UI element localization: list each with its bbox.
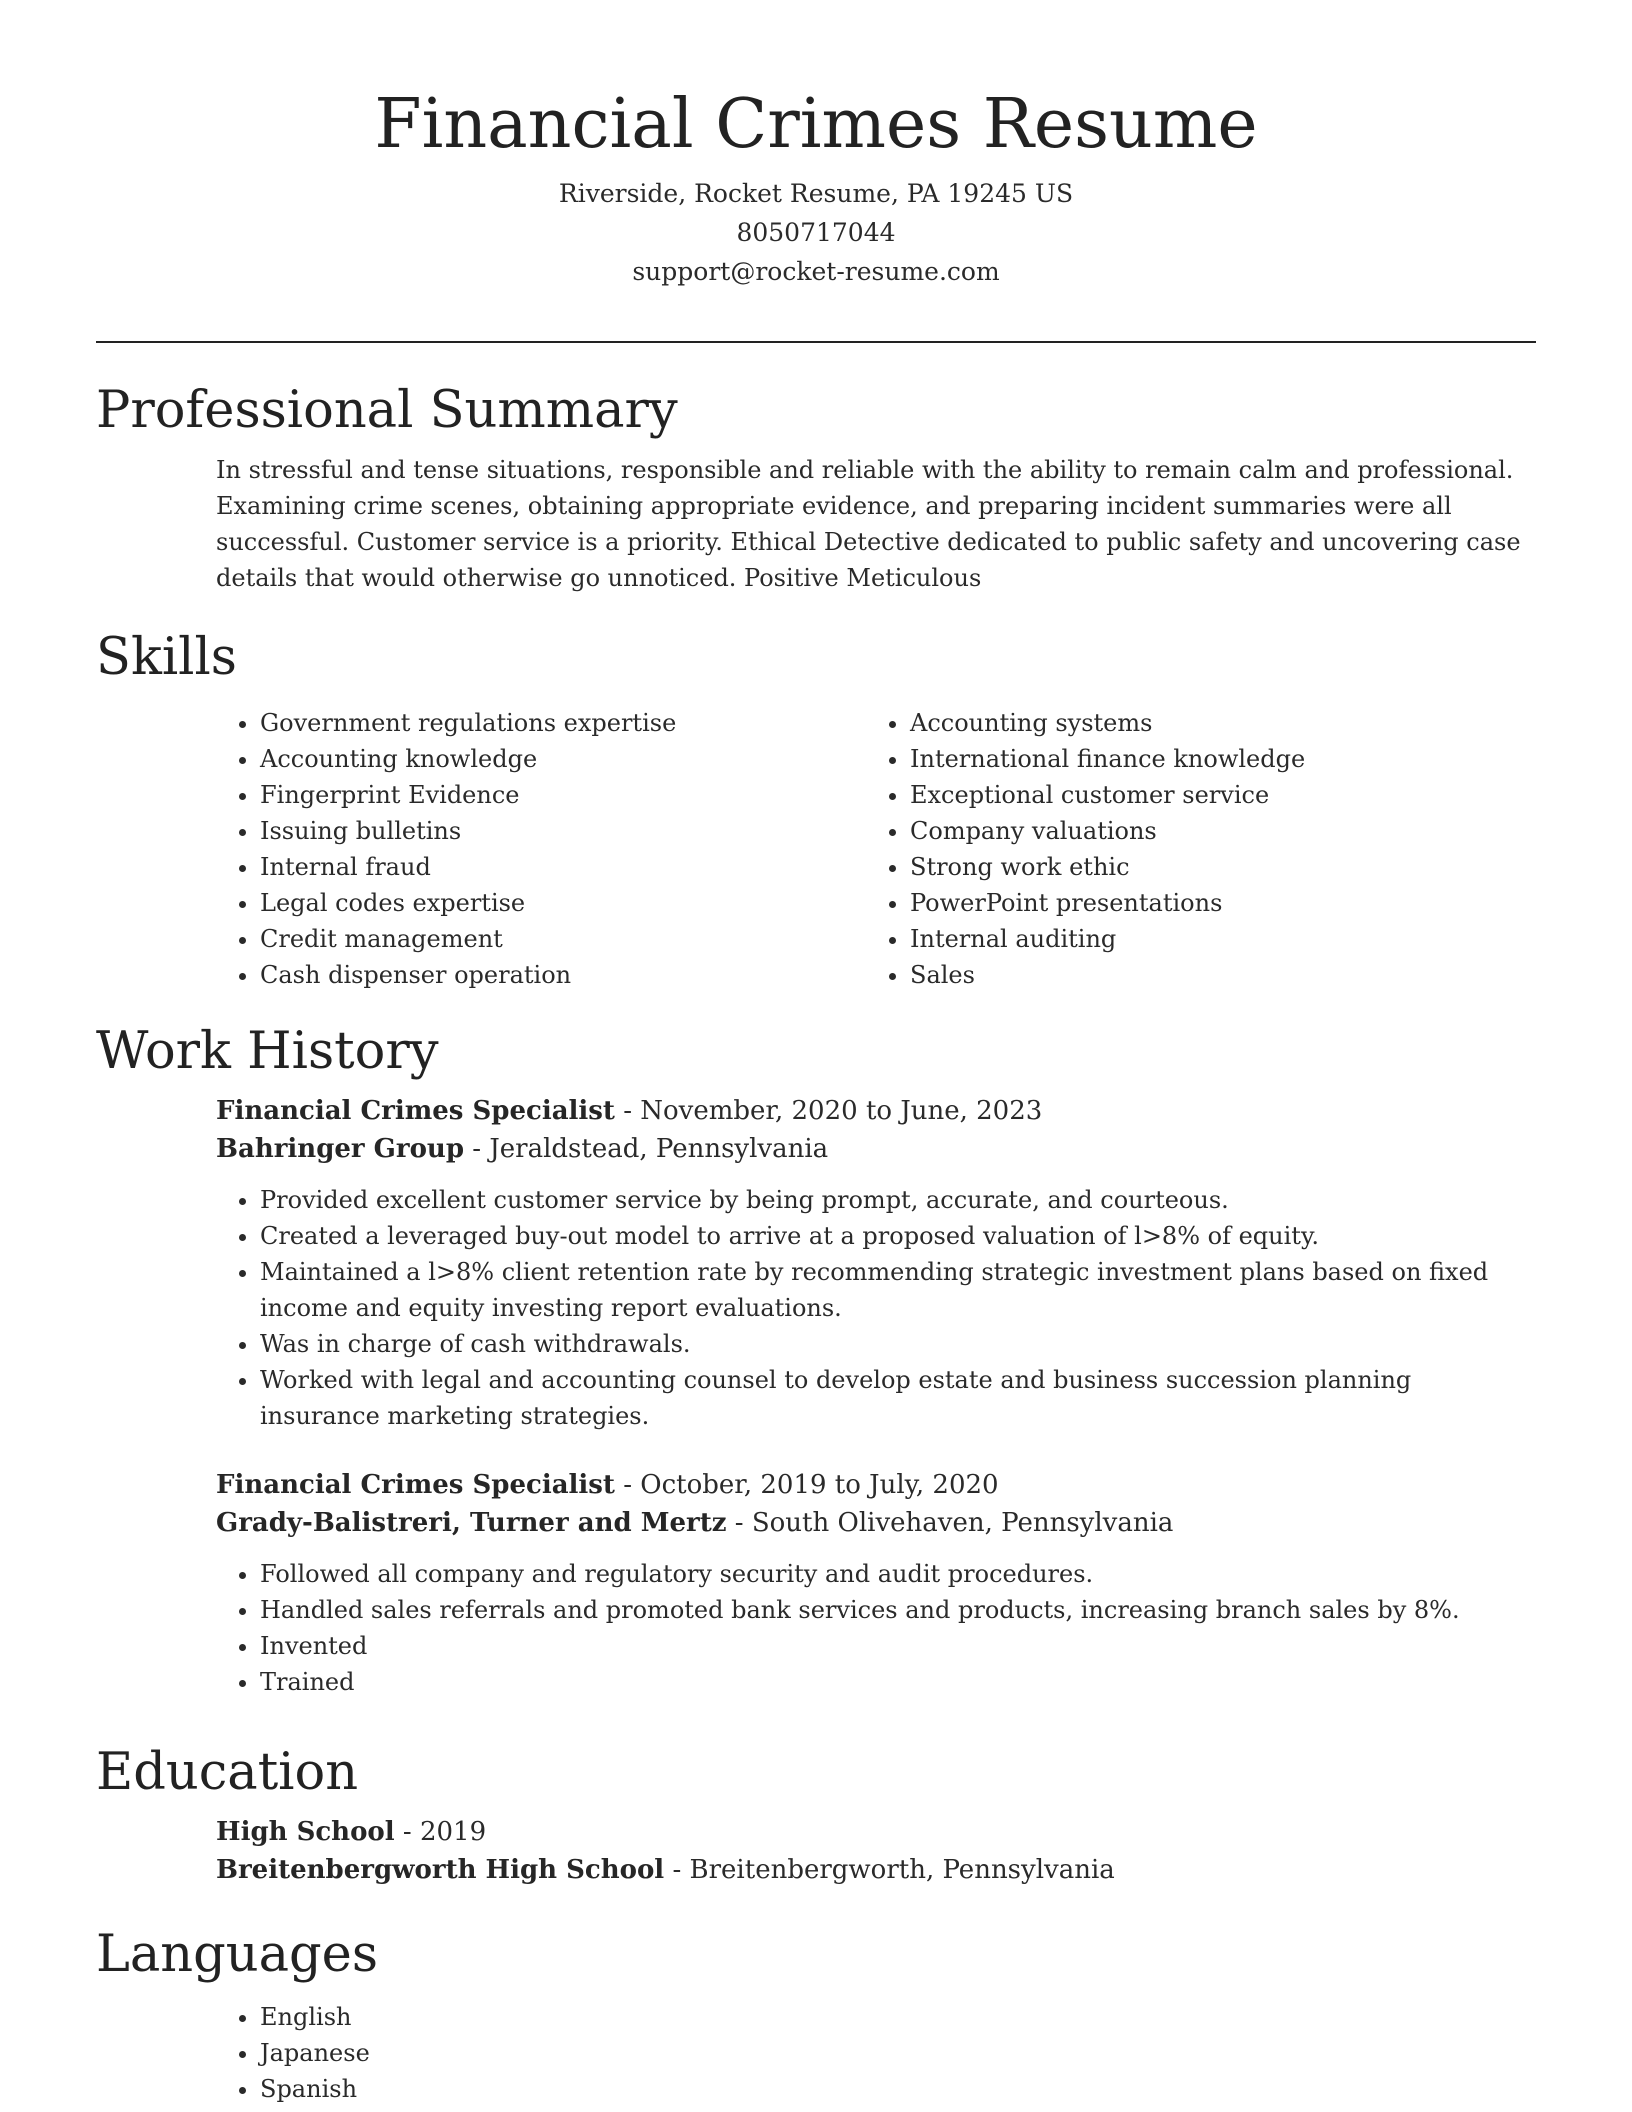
work-section: [96, 1022, 1536, 1700]
contact-address: Riverside, Rocket Resume, PA 19245 US: [558, 179, 1074, 208]
skill-item: • Accounting knowledge: [260, 741, 866, 777]
job-location: - South Olivehaven, Pennsylvania: [726, 1508, 1174, 1538]
skills-list-right: [866, 705, 1516, 993]
contact-phone: 8050717044: [736, 218, 896, 247]
skill-item: • Strong work ethic: [910, 849, 1516, 885]
job-title-line: [216, 1466, 1536, 1504]
job-company-line: [216, 1504, 1536, 1542]
summary-section: [96, 381, 1536, 596]
job-location: - Jeraldstead, Pennsylvania: [464, 1134, 829, 1164]
summary-heading: Professional Summary: [96, 381, 678, 440]
resume-title: Financial Crimes Resume: [374, 85, 1258, 164]
skill-item: • Exceptional customer service: [910, 777, 1516, 813]
job-entry: [216, 1092, 1536, 1434]
education-school-line: [216, 1851, 1536, 1889]
job-duty-item: • Followed all company and regulatory security and audit procedures.: [260, 1556, 1536, 1592]
job-list: [216, 1092, 1536, 1700]
job-duties-list: [216, 1556, 1536, 1700]
skill-item: • Sales: [910, 957, 1516, 993]
job-role: Financial Crimes Specialist: [216, 1096, 615, 1126]
skill-item: • Credit management: [260, 921, 866, 957]
job-company: Bahringer Group: [216, 1134, 465, 1164]
job-company: Grady-Balistreri, Turner and Mertz: [216, 1508, 727, 1538]
work-heading: Work History: [96, 1022, 439, 1081]
job-duty-item: • Provided excellent customer service by being prompt, accurate, and courteous.: [260, 1182, 1536, 1218]
skill-item: • International finance knowledge: [910, 741, 1516, 777]
skill-item: • Accounting systems: [910, 705, 1516, 741]
education-heading: Education: [96, 1743, 359, 1802]
education-degree: High School: [216, 1817, 395, 1847]
skill-item: • Cash dispenser operation: [260, 957, 866, 993]
skill-item: • Internal auditing: [910, 921, 1516, 957]
skill-item: • Issuing bulletins: [260, 813, 866, 849]
skills-heading: Skills: [96, 628, 237, 687]
job-duty-item: • Handled sales referrals and promoted bank services and products, increasing branch sales by 8%.: [260, 1592, 1536, 1628]
skills-grid: [216, 705, 1536, 993]
job-role: Financial Crimes Specialist: [216, 1470, 615, 1500]
language-item: • English: [260, 1999, 1536, 2035]
skills-section: [96, 628, 1536, 993]
header-divider: [96, 341, 1536, 343]
skill-item: • Government regulations expertise: [260, 705, 866, 741]
job-duty-item: • Invented: [260, 1628, 1536, 1664]
job-duty-item: • Trained: [260, 1664, 1536, 1700]
languages-section: [96, 1925, 1536, 2107]
job-duties-list: [216, 1182, 1536, 1434]
skills-column-right: [866, 705, 1516, 993]
skill-item: • Legal codes expertise: [260, 885, 866, 921]
contact-email: support@rocket-resume.com: [632, 257, 1000, 286]
job-duty-item: • Worked with legal and accounting counsel to develop estate and business succession planning insurance marketing strategies.: [260, 1362, 1536, 1434]
job-duty-item: • Created a leveraged buy-out model to arrive at a proposed valuation of l>8% of equity.: [260, 1218, 1536, 1254]
skill-item: • Company valuations: [910, 813, 1516, 849]
job-dates: - October, 2019 to July, 2020: [614, 1470, 999, 1500]
resume-header: [0, 0, 1632, 291]
skill-item: • Internal fraud: [260, 849, 866, 885]
education-location: - Breitenbergworth, Pennsylvania: [664, 1855, 1115, 1885]
contact-block: [0, 174, 1632, 291]
job-dates: - November, 2020 to June, 2023: [614, 1096, 1043, 1126]
language-item: • Spanish: [260, 2071, 1536, 2107]
languages-heading: Languages: [96, 1925, 379, 1984]
education-section: [96, 1743, 1536, 1889]
skills-column-left: [216, 705, 866, 993]
education-degree-line: [216, 1813, 1536, 1851]
job-duty-item: • Maintained a l>8% client retention rate by recommending strategic investment plans based on fixed income and equity investing report evaluations.: [260, 1254, 1536, 1326]
language-item: • Japanese: [260, 2035, 1536, 2071]
education-year: - 2019: [394, 1817, 487, 1847]
job-entry: [216, 1466, 1536, 1700]
job-duty-item: • Was in charge of cash withdrawals.: [260, 1326, 1536, 1362]
education-entry: [216, 1813, 1536, 1889]
job-company-line: [216, 1130, 1536, 1168]
skills-list-left: [216, 705, 866, 993]
skill-item: • Fingerprint Evidence: [260, 777, 866, 813]
skill-item: • PowerPoint presentations: [910, 885, 1516, 921]
job-title-line: [216, 1092, 1536, 1130]
languages-list: [216, 1999, 1536, 2107]
education-school: Breitenbergworth High School: [216, 1855, 665, 1885]
summary-text: In stressful and tense situations, responsible and reliable with the ability to remain calm and professional. Examining crime scenes, obtaining appropriate evidence, and preparing incident summaries were all successful. Customer service is a priority. Ethical Detective dedicated to public safety and uncovering case details that would otherwise go unnoticed. Positive Meticulous: [216, 456, 1521, 592]
